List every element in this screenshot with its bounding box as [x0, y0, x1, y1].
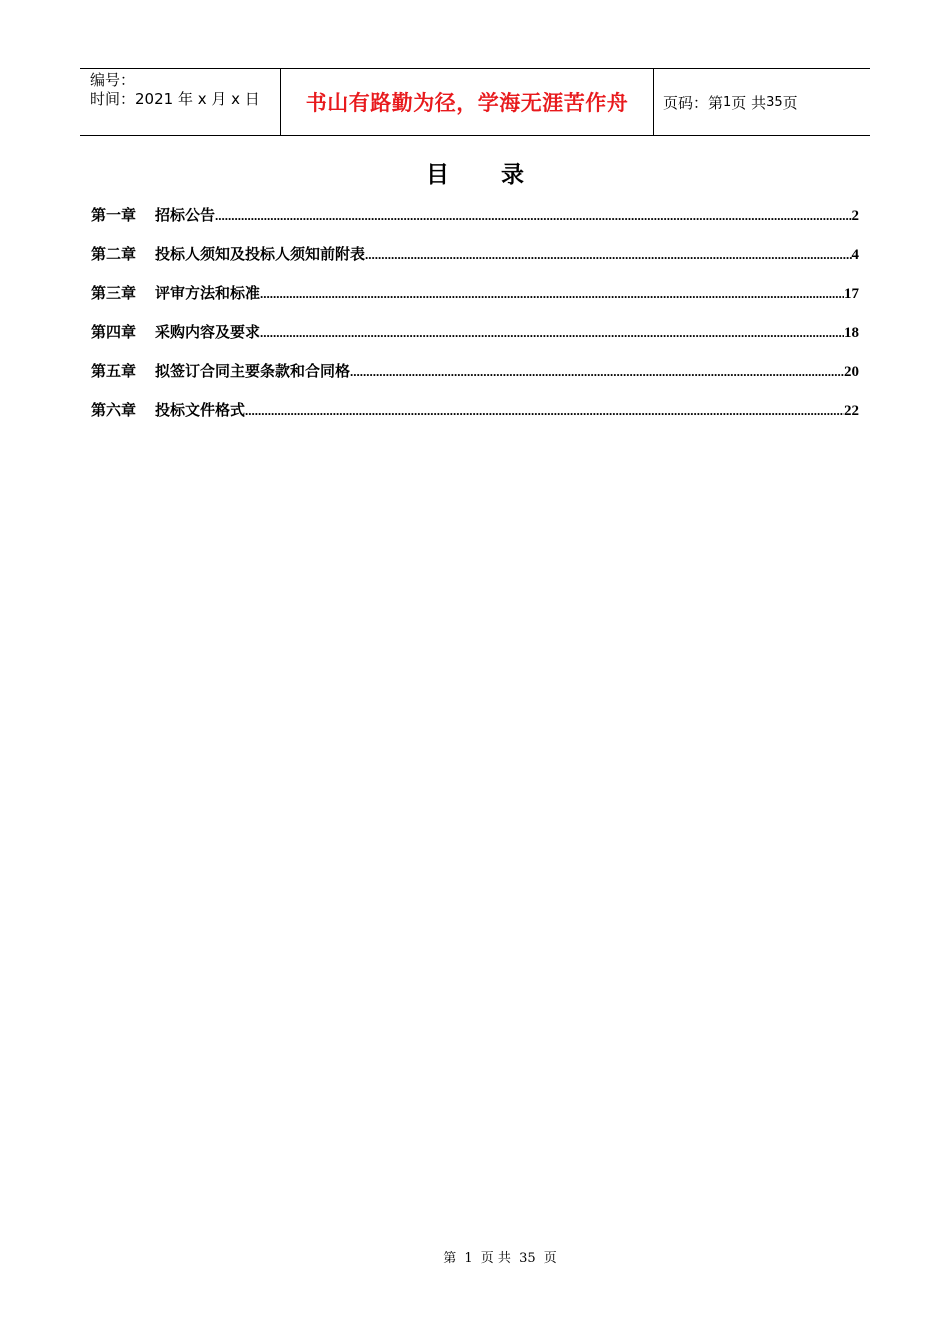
toc-title — [0, 156, 950, 189]
page-suffix: 页 — [782, 93, 798, 112]
toc-entry[interactable] — [91, 321, 859, 360]
toc-chapter-name: 评审方法和标准 — [155, 284, 261, 302]
toc-chapter-name: 拟签订合同主要条款和合同格 — [155, 362, 351, 380]
toc-chapter-name: 投标人须知及投标人须知前附表 — [155, 245, 366, 263]
toc-page-number: 20 — [844, 364, 859, 380]
footer-suffix: 页 — [543, 1251, 557, 1266]
toc-dot-leader — [260, 286, 844, 302]
toc-dot-leader — [215, 208, 851, 224]
toc-page-number: 22 — [844, 403, 859, 419]
toc-entry[interactable] — [91, 360, 859, 399]
motto-text: 书山有路勤为径，学海无涯苦作舟 — [305, 91, 629, 115]
toc-dot-leader — [260, 325, 844, 341]
page-current: 1 — [723, 94, 732, 110]
footer-total-pages: 35 — [519, 1251, 536, 1266]
toc-chapter-name: 招标公告 — [155, 206, 216, 224]
toc-page-number: 4 — [851, 247, 859, 263]
page-total: 35 — [766, 94, 783, 110]
toc-list — [91, 204, 859, 438]
serial-number-label: 编号： — [90, 71, 136, 89]
toc-chapter-name: 采购内容及要求 — [155, 323, 261, 341]
toc-title-text: 目 录 — [425, 162, 546, 188]
page-footer — [0, 1247, 950, 1266]
toc-dot-leader — [245, 403, 844, 419]
footer-current-page: 1 — [464, 1251, 473, 1266]
toc-chapter: 第一章 — [91, 206, 137, 224]
page-mid: 页 共 — [731, 93, 767, 112]
toc-dot-leader — [365, 247, 851, 263]
toc-chapter: 第二章 — [91, 245, 137, 263]
header-meta-cell — [80, 69, 281, 135]
footer-prefix: 第 — [443, 1251, 457, 1266]
page-prefix: 页码：第 — [663, 93, 724, 112]
toc-page-number: 2 — [851, 208, 859, 224]
toc-dot-leader — [350, 364, 844, 380]
header-motto-cell — [281, 69, 654, 135]
toc-page-number: 18 — [844, 325, 859, 341]
toc-chapter: 第六章 — [91, 401, 137, 419]
toc-entry[interactable] — [91, 282, 859, 321]
toc-entry[interactable] — [91, 399, 859, 438]
document-header — [80, 68, 870, 136]
toc-page-number: 17 — [844, 286, 859, 302]
toc-chapter: 第三章 — [91, 284, 137, 302]
toc-entry[interactable] — [91, 204, 859, 243]
footer-mid: 页 共 — [480, 1251, 511, 1266]
header-page-cell — [654, 69, 870, 135]
toc-entry[interactable] — [91, 243, 859, 282]
toc-chapter: 第五章 — [91, 362, 137, 380]
toc-chapter: 第四章 — [91, 323, 137, 341]
date-label: 时间：2021 年 x 月 x 日 — [90, 90, 260, 108]
toc-chapter-name: 投标文件格式 — [155, 401, 246, 419]
